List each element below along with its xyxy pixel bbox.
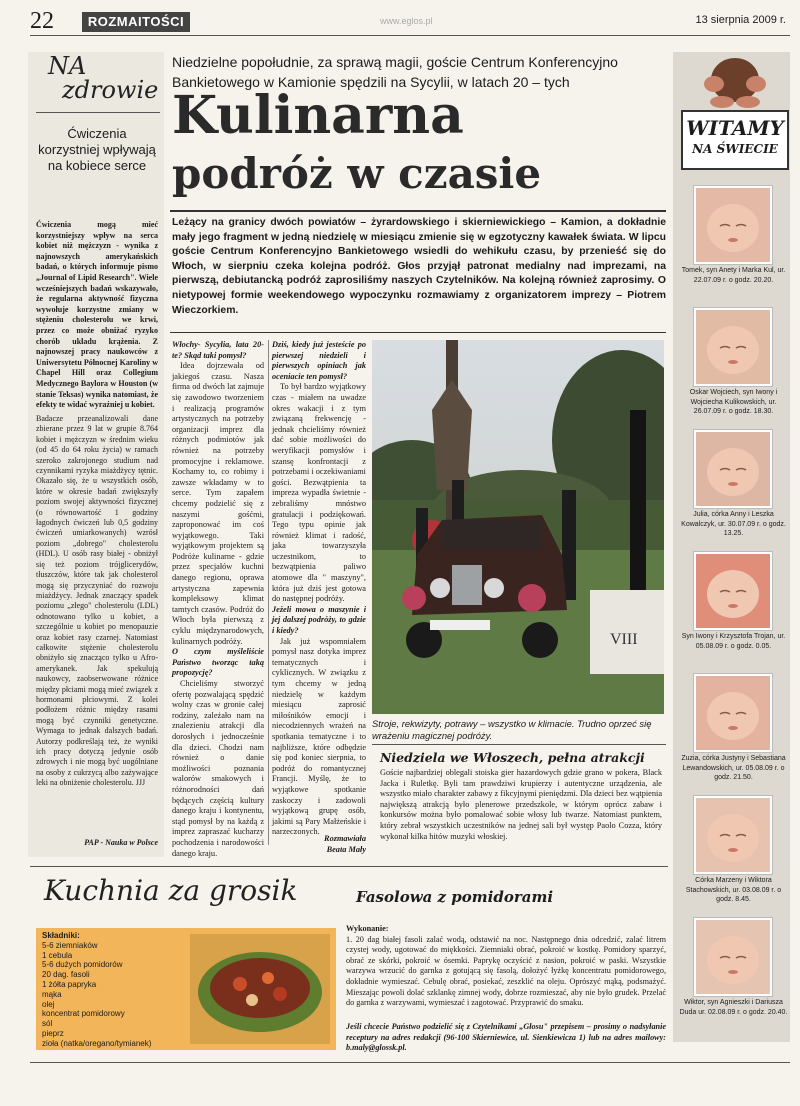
interview-answer: Chcieliśmy stworzyć ofertę pozwalającą spędzić wolny czas w gronie całej rodziny, zależało nam na znalezieniu atrakcji dla dorosłych i jednocześnie dla dzieci. Chodzi nam również o danie możliwości poznania walorów smakowych i różnorodności dań będących częścią kultury danego kraju i kontynentu, stąd pomysł by na każdą z imprez zapraszać kucharzy pochodzenia i narodowości danego kraju. (172, 679, 264, 858)
event-photo (372, 340, 664, 714)
ingredient-item: 20 dag. fasoli (42, 970, 90, 980)
baby-caption: Julia, córka Anny i Leszka Kowalczyk, ur. 30.07.09 r. o godz. 13.25. (681, 511, 786, 537)
article-title-line2: podróż w czasie (172, 149, 542, 198)
box-title: Niedziela we Włoszech, pełna atrakcji (380, 750, 645, 765)
baby-icon (702, 54, 768, 108)
ingredient-item: 5-6 dużych pomidorów (42, 960, 123, 970)
interview-column-1 (172, 340, 264, 859)
issue-date: 13 sierpnia 2009 r. (695, 14, 786, 26)
ingredient-item: 1 cebula (42, 950, 73, 960)
dish-photo (190, 934, 330, 1044)
interview-answer: To był bardzo wyjątkowy czas - miałem na uwadze okres wakacji i z tym związaną frekwencję - jednak chcieliśmy również dać sobie możliwości do weryfikacji pomysłów i szansę konfrontacji z potrzebami i oczekiwaniami gości. Bezwątpienia ta impreza wypadła świetnie - zebraliśmy mnóstwo gratulacji i podziękowań. Tego typu opinie jak również klimat i radość, jaka towarzyszyła uczestnikom, to bezwątpienia paliwo atomowe dla " maszyny", która już dziś jest gotowa do następnej podróży. (272, 382, 366, 604)
ingredient-item: pieprz (42, 1028, 64, 1038)
pedestal-plate: VIII (610, 631, 638, 648)
births-subtitle: NA ŚWIECIE (692, 142, 778, 156)
interview-answer: Jak już wspomniałem pomysł nasz dotyka imprez tematycznych i cyklicznych. W związku z tym chcemy w jedną niedzielę w każdym miesiącu zaprosić miłośników emocji i niecodziennych wrażeń na spotkania tematyczne i to najbliższe, które odbędzie się pod koniec sierpnia, to podróż do romantycznej Francji. Myślę, że to wyjątkowe spotkanie zaskoczy i zadowoli wyjątkową grupę osób, jakimi są Pary Małżeńskie i narzeczonych. (272, 636, 366, 837)
baby-photo (694, 552, 772, 630)
ingredients-list (42, 931, 190, 1049)
health-subtitle: Ćwiczenia korzystniej wpływają na kobiece serce (38, 126, 156, 173)
page-number: 22 (30, 8, 54, 34)
health-logo-line1: NA (48, 52, 87, 80)
health-signature: PAP - Nauka w Polsce (84, 838, 158, 847)
interviewer-label: Rozmawiała (324, 834, 366, 843)
interview-question: Dziś, kiedy już jesteście po pierwszej niedzieli i pierwszych opiniach jak oceniacie ten pomysł? (272, 340, 366, 381)
ingredient-item: sól (42, 1019, 53, 1029)
health-logo-rule (36, 112, 160, 113)
ingredient-items (42, 941, 190, 1049)
ingredient-item: 5-6 ziemniaków (42, 940, 98, 950)
article-kicker: Niedzielne popołudnie, za sprawą magii, goście Centrum Konferencyjno Bankietowego w Kamionie spędzili na Sycylii, w latach 20 – tych (172, 54, 618, 90)
method-heading: Wykonanie: (346, 924, 389, 933)
health-logo-line2: zdrowie (62, 76, 159, 104)
baby-caption: Córka Marzeny i Wiktora Stachowskich, ur. 03.08.09 r. o godz. 8.45. (685, 877, 782, 903)
ingredient-item: mąka (42, 989, 62, 999)
vintage-car-photo (372, 340, 664, 714)
baby-photo (694, 308, 772, 386)
interview-signature (272, 834, 366, 855)
kitchen-title: Kuchnia za grosik (44, 874, 298, 907)
lead-bottom-rule (170, 332, 666, 333)
interview-question: O czym myśleliście Państwo tworząc taką propozycję? (172, 647, 264, 678)
recipe-method (346, 924, 666, 1009)
baby-caption: Syn Iwony i Krzysztofa Trojan, ur. 05.08.09 r. o godz. 0.05. (681, 633, 786, 650)
interview-question: Jeżeli mowa o maszynie i jej dalszej podróży, to gdzie i kiedy? (272, 604, 366, 636)
ingredient-item: koncentrat pomidorowy (42, 1009, 125, 1019)
article-lead: Leżący na granicy dwóch powiatów – żyrardowskiego i skierniewickiego – Kamion, a dokładnie mały jego fragment w jedną niedzielę w miesiącu zmienie się w egzotyczny kawałek świata. W lipcu goście Centrum Konferencyjno Bankietowego wsiedli do wehikułu czasu, by przenieść się do Włoch, w sierpniu czeka kolejna podróż. Głos przyjął patronat medialny nad imprezami, na pierwszą, debiutancką podróż zaprosiliśmy naszych Czytelników. Na kolejną również zaprosimy. O nietypowej formie weekendowego wypoczynku rozmawiamy z organizatorem imprezy – Piotrem Wieczorkiem. (172, 217, 666, 316)
recipe-title: Fasolowa z pomidorami (356, 888, 554, 906)
soup-bowl-icon (190, 934, 330, 1044)
ingredient-item: 1 żółta papryka (42, 979, 97, 989)
interviewer-name: Beata Mały (326, 844, 366, 854)
baby-caption: Oskar Wojciech, syn Iwony i Wojciecha Kulikowskich, ur. 26.07.09 r. o godz. 18.30. (689, 389, 778, 415)
births-header (681, 110, 789, 170)
header-rule (30, 35, 790, 36)
section-label: ROZMAITOŚCI (82, 12, 190, 32)
health-logo (40, 54, 160, 112)
lead-rule (170, 210, 666, 212)
baby-illustration (702, 54, 768, 108)
article-title-line1: Kulinarna (172, 85, 464, 146)
baby-photo (694, 796, 772, 874)
ingredient-item: zioła (natka/oregano/tymianek) (42, 1038, 152, 1048)
photo-caption: Stroje, rekwizyty, potrawy – wszystko w klimacie. Trudno oprzeć się wrażeniu magicznej podróży. (372, 718, 652, 741)
site-url: www.eglos.pl (380, 16, 433, 26)
health-lead: Ćwiczenia mogą mieć korzystniejszy wpływ na serca kobiet niż mężczyzn - wynika z najnowszych amerykańskich badań, o których informuje pismo „Journal of Lipid Research". Wiele wcześniejszych badań wskazywało, że regularna aktywność fizyczna wywołuje korzystne zmiany w stężeniu cholesterolu we krwi, przez co może obniżać ryzyko chorób układu krążenia. Z najnowszej pracy naukowców z Uniwersytetu Północnej Karoliny w Chapel Hill oraz Collegium Medycznego Baylora w Houston (w stanie Teksas) wynika natomiast, że efekty te widać wyraźniej u kobiet. (36, 220, 158, 410)
health-body: Badacze przeanalizowali dane zbierane przez 9 lat w grupie 8.764 kobiet i mężczyzn w średnim wieku (od 45 do 64 roku życia) w ramach szeroko zakrojonego studium nad czynnikami ryzyka miażdżycy tętnic. Okazało się, że u wszystkich osób, które w okresie badań zwiększyły poziom swojej aktywności fizycznej (o równowartość 1 godziny łagodnych ćwiczeń lub 0,5 godziny ćwiczeń umiarkowanych) wzrósł poziom „dobrego" cholesterolu (HDL). U osób rasy białej - obniżył się też poziom trójglicerydów, tłuszczów, które tak jak cholesterol mogą się przyczyniać do rozwoju miażdżycy. Jednak znaczący spadek poziomu „złego" cholesterolu (LDL) odnotowano tylko u kobiet, a szczególnie u kobiet po menopauzie oraz kobiet rasy czarnej. Natomiast całkowite stężenie cholesterolu obniżyło się znacząco tylko u Afro-amerykanek. Jak spekulują naukowcy, zaobserwowane różnice między płciami mogą mieć związek z hormonami płciowymi. Z kolei podłożem różnic między rasami mogą być czynniki genetyczne. Wymaga to jednak dalszych badań. Autorzy podkreślają też, że wyniki ich pracy dotyczą jedynie osób zdrowych i nie mogą być uogólniane na osoby z cukrzycą albo zażywające leki na obniżenie cholesterolu. JJJ (36, 414, 158, 788)
column-divider (268, 340, 269, 845)
ingredient-item: olej (42, 999, 55, 1009)
interview-answer: Idea dojrzewała od jakiegoś czasu. Nasza firma od dwóch lat zajmuje się zawodowo tworzeniem i realizacją programów artystycznych na potrzeby organizacji imprez dla różnych podmiotów jak również na potrzeby promocyjne i reklamowe. Kochamy to, co robimy i zawsze wkładamy w to serce. Tym zapałem chcemy podzielić się z naszymi gośćmi, zaproponować im coś wyjątkowego. Taki wyjątkowym projektem są Podróże kulinarne - gdzie przez specjałów kuchni danego regionu, oprawa artystyczna zapewnia kompleksowy klimat tamtych czasów. Podróż do Włoch była pierwszą z cyklu międzynarodowych, kulinarnych podróży. (172, 361, 264, 646)
baby-photo (694, 186, 772, 264)
baby-caption: Zuzia, córka Justyny i Sebastiana Lewandowskich, ur. 05.08.09 r. o godz. 21.50. (681, 755, 786, 781)
baby-photo (694, 918, 772, 996)
baby-caption: Tomek, syn Anety i Marka Kul, ur. 22.07.09 r. o godz. 20.20. (681, 267, 786, 284)
ingredients-heading: Składniki: (42, 931, 80, 940)
interview-column-2 (272, 340, 366, 838)
baby-photo (694, 674, 772, 752)
births-title: WITAMY (686, 116, 784, 140)
box-text: Goście najbardziej oblegali stoiska gier hazardowych gdzie grano w pokera, Black Jacka i Ruletkę. Byli tam prawdziwi krupierzy i autentyczne urządzenia, ale wszystko miało charakter zabawy z fikcyjnymi pieniędzmi. Dla dzieci bez wątpienia największą atrakcją było plenerowe przedszkole, w którym oprócz zabaw i konkursów można było pomalować sobie włosy lub twarze. Natomiast punktem, który zebrał wszystkich uczestników na jednej sali był występ Paolo Cozza, który wykonał kilka hitów muzyki włoskiej. (380, 768, 662, 841)
interview-question: Włochy- Sycylia, lata 20-te? Skąd taki pomysł? (172, 340, 264, 360)
footer-rule (30, 1062, 790, 1063)
baby-caption: Wiktor, syn Agnieszki i Dariusza Duda ur. 02.08.09 r. o godz. 20.40. (679, 999, 788, 1016)
recipe-contact: Jeśli chcecie Państwo podzielić się z Czytelnikami „Głosu" przepisem – prosimy o nadsyłanie receptury na adres redakcji (96-100 Skierniewice, ul. Sienkiewicza 1) lub na adres mailowy: b.maly@glossk.pl. (346, 1022, 666, 1053)
kitchen-rule (30, 866, 668, 867)
method-text: 1. 20 dag białej fasoli zalać wodą, odstawić na noc. Następnego dnia odcedzić, zalać litrem czystej wody, ugotować do miękkości. Ziemniaki obrać, pokroić w kostkę. Pomidory sparzyć, obrać ze skórki, pokroić w ósemki. Paprykę oczyścić z nasion, pokroić w paski. Wszystkie warzywa wrzucić do garnka z gotującą się fasolą, dołożyć łyżkę koncentratu pomidorowego, dokładnie wymieszać. Cebulę obrać, posiekać, zeszklić na oleju. Oprószyć mąką, podsmażyć. Mieszając powoli dolać szklankę zimnej wody, dobrze rozmieszać, aby nie było grudek. Przelać do garnka z warzywami, wymieszać i zagotować. Przyprawić do smaku. (346, 934, 666, 1008)
baby-photo (694, 430, 772, 508)
box-rule (372, 744, 666, 745)
